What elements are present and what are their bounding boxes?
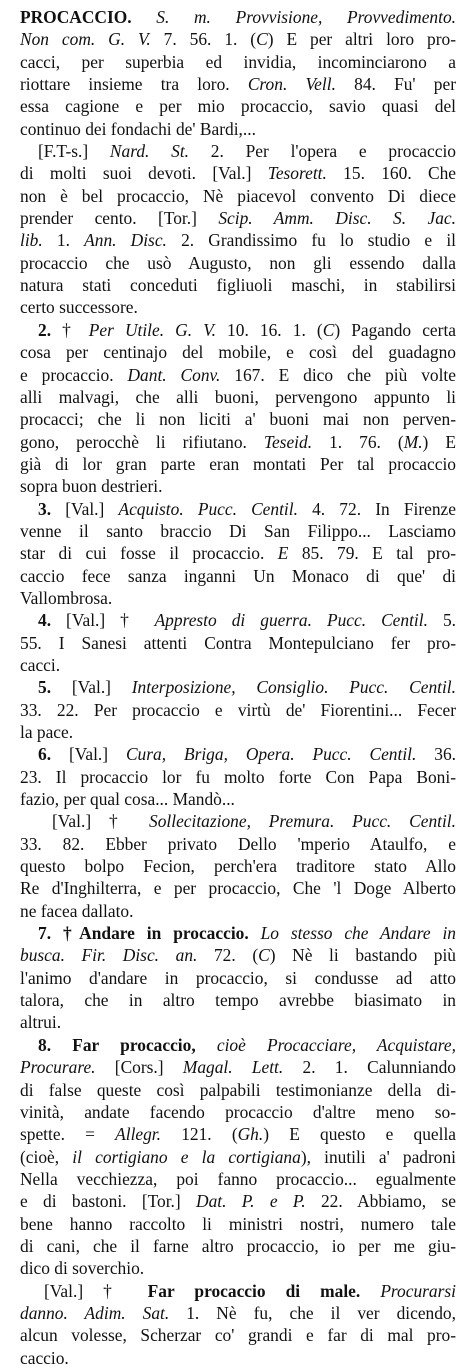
text-line: vinità, andate facendo procaccio d'altre meno so-: [20, 1101, 456, 1122]
text-line: [Val.] † Far procaccio di male. Procurarsi: [44, 1280, 456, 1301]
text-line: natura stati conceduti figliuoli maschi, in stabilirsi: [20, 275, 456, 296]
text-line: di false queste così palpabili testimonianze della di-: [20, 1079, 456, 1100]
text-line: 8. Far procaccio, cioè Procacciare, Acquistare,: [38, 1034, 456, 1055]
text-line: Re d'Inghilterra, e per procaccio, Che 'l Doge Alberto: [20, 878, 456, 899]
text-line: essa cagione e per mio procaccio, savio quasi del: [20, 96, 456, 117]
text-line: la pace.: [20, 722, 74, 742]
text-line: 33. 22. Per procaccio e virtù de' Fiorentini... Fecer: [20, 699, 456, 720]
text-line: di cani, che il farne altro procaccio, io per me giu-: [20, 1235, 456, 1256]
text-line: 4. [Val.] † Appresto di guerra. Pucc. Centil. 5.: [38, 610, 456, 631]
text-line: 2. † Per Utile. G. V. 10. 16. 1. (C) Pagando certa: [38, 319, 456, 340]
text-line: ne facea dallato.: [20, 900, 134, 921]
text-line: l'animo d'andare in procaccio, si condusse ad atto: [20, 967, 456, 988]
text-line: busca. Fir. Disc. an. 72. (C) Nè li bastando più: [20, 945, 456, 966]
text-line: prender cento. [Tor.] Scip. Amm. Disc. S. Jac.: [20, 208, 456, 229]
text-line: [Val.] † Sollecitazione, Premura. Pucc. Centil.: [52, 811, 456, 832]
text-line: (cioè, il cortigiano e la cortigiana), inutili a' padroni: [20, 1146, 456, 1167]
text-line: venne il santo braccio Di San Filippo... Lasciamo: [20, 520, 456, 541]
text-line: altrui.: [20, 1012, 62, 1033]
text-line: talora, che in altro tempo avrebbe biasimato in: [20, 990, 456, 1011]
text-line: Nella vecchiezza, poi fanno procaccio... egualmente: [20, 1168, 456, 1189]
text-line: già di lor gran parte eran montati Per tal procaccio: [20, 453, 456, 474]
text-line: 6. [Val.] Cura, Briga, Opera. Pucc. Centil. 36.: [38, 744, 456, 765]
text-line: riottare insieme tra loro. Cron. Vell. 84. Fu' per: [20, 74, 456, 95]
text-line: certo successore.: [20, 297, 138, 318]
text-line: bene hanno raccolto li ministri nostri, numero tale: [20, 1213, 456, 1234]
text-line: procaccio che usò Augusto, non gli essendo dalla: [20, 252, 456, 273]
text-line: alcun volesse, Scherzar co' grandi e far di mal pro-: [20, 1325, 456, 1346]
text-line: Procurare. [Cors.] Magal. Lett. 2. 1. Calunniando: [20, 1057, 456, 1078]
text-line: dico di soverchio.: [20, 1258, 145, 1279]
text-line: lib. 1. Ann. Disc. 2. Grandissimo fu lo studio e il: [20, 230, 456, 251]
text-line: questo bolpo Fecion, perch'era traditore stato Allo: [20, 856, 456, 877]
text-line: e di bastoni. [Tor.] Dat. P. e P. 22. Abbiamo, se: [20, 1191, 456, 1212]
text-line: sopra buon destrieri.: [20, 476, 163, 497]
text-line: spette. = Allegr. 121. (Gh.) E questo e quella: [20, 1124, 456, 1145]
text-line: gono, perocchè li rifiutano. Teseid. 1. 76. (M.) E: [20, 431, 456, 452]
dictionary-entry-procaccio: [20, 6, 456, 1369]
text-line: Non com. G. V. 7. 56. 1. (C) E per altri loro pro-: [20, 29, 456, 50]
text-line: 5. [Val.] Interposizione, Consiglio. Pucc. Centil.: [38, 677, 456, 698]
text-line: 7. †Andare in procaccio. Lo stesso che Andare in: [38, 923, 456, 944]
text-line: 33. 82. Ebber privato Dello 'mperio Ataulfo, e: [20, 833, 456, 854]
text-line: di molti suoi devoti. [Val.] Tesorett. 15. 160. Che: [20, 163, 456, 184]
text-line: star di cui fosse il procaccio. E 85. 79. E tal pro-: [20, 543, 456, 564]
text-line: 3. [Val.] Acquisto. Pucc. Centil. 4. 72. In Firenze: [38, 498, 456, 519]
text-line: cacci, per superbia ed invidia, incominciarono a: [20, 51, 456, 72]
text-line: [F.T-s.] Nard. St. 2. Per l'opera e procaccio: [38, 141, 456, 162]
text-line: 23. Il procaccio lor fu molto forte Con Papa Boni-: [20, 766, 456, 787]
text-line: cosa per centinajo del mobile, e così del guadagno: [20, 342, 456, 363]
text-line: danno. Adim. Sat. 1. Nè fu, che il ver dicendo,: [20, 1302, 456, 1323]
text-line: non è bel procaccio, Nè piacevol convento Di diece: [20, 185, 456, 206]
text-line: caccio fece sanza inganni Un Monaco di que' di: [20, 565, 456, 586]
text-line: PROCACCIO. S. m. Provvisione, Provvedimento.: [20, 7, 456, 27]
text-line: alli malvagi, che alli buoni, pervengono appunto li: [20, 386, 456, 407]
text-line: 55. I Sanesi attenti Contra Montepulciano fer pro-: [20, 632, 456, 653]
text-line: cacci.: [20, 654, 61, 675]
text-line: e procaccio. Dant. Conv. 167. E dico che più volte: [20, 364, 456, 385]
text-line: continuo dei fondachi de' Bardi,...: [20, 118, 256, 139]
text-line: Vallombrosa.: [20, 587, 113, 608]
text-line: procacci; che li non liciti a' buoni mai non perven-: [20, 409, 456, 430]
text-line: caccio.: [20, 1347, 69, 1368]
text-line: fazio, per qual cosa... Mandò...: [20, 789, 235, 810]
